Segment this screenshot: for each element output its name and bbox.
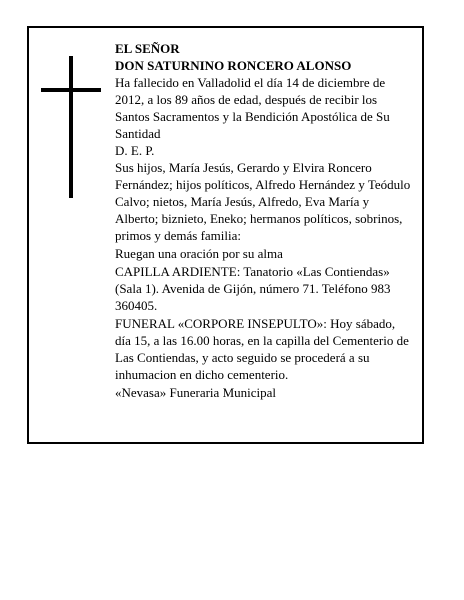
chapel-info: CAPILLA ARDIENTE: Tanatorio «Las Contiendas» (Sala 1). Avenida de Gijón, número 71. Teléfono 983 360405. [115, 264, 391, 313]
prayer-request: Ruegan una oración por su alma [115, 246, 283, 261]
funeral-info: FUNERAL «CORPORE INSEPULTO»: Hoy sábado, día 15, a las 16.00 horas, en la capilla del Cementerio de Las Contiendas, y acto seguido se procederá a su inhumacion en dicho cementerio. [115, 316, 409, 382]
obituary-notice [27, 26, 424, 444]
cross-vertical-bar [69, 56, 73, 198]
rip-line: D. E. P. [115, 143, 155, 158]
title-line-1: EL SEÑOR [115, 41, 180, 56]
family-list: Sus hijos, María Jesús, Gerardo y Elvira Roncero Fernández; hijos políticos, Alfredo Hernández y Teódulo Calvo; nietos, María Jesús, Alfredo, Eva María y Alberto; biznieto, Eneko; hermanos políticos, sobrinos, primos y demás familia: [115, 160, 411, 243]
notice-text [115, 40, 411, 401]
cross-horizontal-bar [41, 88, 101, 92]
death-announcement: Ha fallecido en Valladolid el día 14 de diciembre de 2012, a los 89 años de edad, después de recibir los Santos Sacramentos y la Bendición Apostólica de Su Santidad [115, 75, 390, 141]
funeral-home: «Nevasa» Funeraria Municipal [115, 385, 277, 400]
deceased-name: DON SATURNINO RONCERO ALONSO [115, 58, 352, 73]
